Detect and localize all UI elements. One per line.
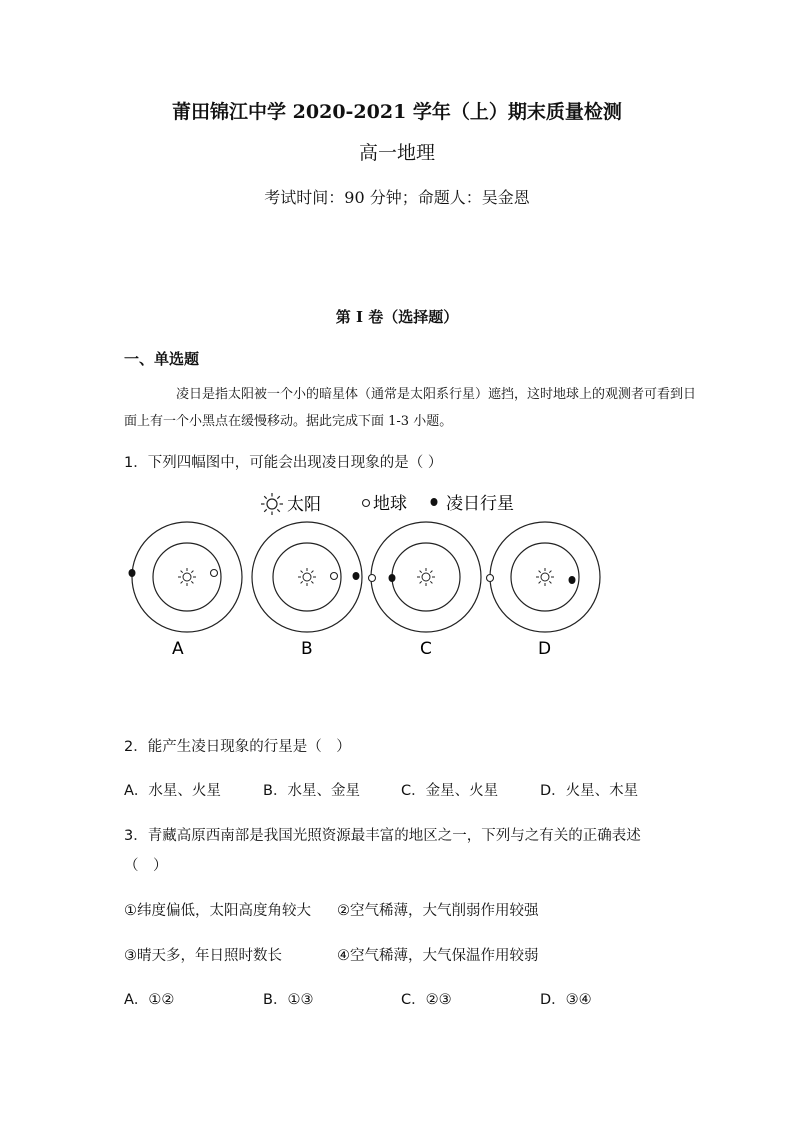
- question-2-option-b[interactable]: B．水星、金星: [263, 783, 360, 799]
- planet-icon: [389, 574, 396, 582]
- statement-1: ①纬度偏低，太阳高度角较大: [124, 903, 311, 919]
- question-3-stem: 3．青藏高原西南部是我国光照资源最丰富的地区之一，下列与之有关的正确表述: [124, 828, 641, 844]
- question-3-option-a[interactable]: A．①②: [124, 992, 175, 1008]
- sun-icon: [298, 568, 316, 586]
- sun-icon: [536, 568, 554, 586]
- planet-icon: [353, 572, 360, 580]
- exam-subject: 高一地理: [358, 142, 435, 164]
- earth-icon: [211, 570, 218, 577]
- legend-earth: [363, 494, 408, 514]
- sun-icon: [417, 568, 435, 586]
- panel-label-a: A: [172, 639, 184, 659]
- statement-3: ③晴天多，年日照时数长: [124, 948, 282, 964]
- earth-icon: [331, 573, 338, 580]
- question-3-bracket: （ ）: [124, 858, 168, 874]
- earth-icon: [487, 575, 494, 582]
- question-2-option-c[interactable]: C．金星、火星: [401, 783, 499, 799]
- earth-icon: [369, 575, 376, 582]
- panel-a: [129, 522, 243, 659]
- question-3-option-d[interactable]: D．③④: [540, 992, 592, 1008]
- statement-4: ④空气稀薄，大气保温作用较弱: [337, 948, 539, 964]
- question-1-stem: 1．下列四幅图中，可能会出现凌日现象的是（ ）: [124, 455, 443, 471]
- earth-icon: [363, 500, 370, 507]
- exam-meta: 考试时间：90 分钟；命题人：吴金恩: [264, 188, 530, 207]
- exam-title: 莆田锦江中学 2020-2021 学年（上）期末质量检测: [172, 101, 622, 123]
- question-2-stem: 2．能产生凌日现象的行星是（ ）: [124, 739, 351, 755]
- panel-label-d: D: [538, 639, 552, 659]
- panel-d: [487, 522, 601, 659]
- panel-label-b: B: [301, 639, 313, 659]
- question-2-option-d[interactable]: D．火星、木星: [540, 783, 639, 799]
- planet-icon: [431, 498, 438, 506]
- legend-sun-label: 太阳: [287, 495, 321, 515]
- legend-planet: [431, 494, 515, 514]
- section-heading: 一、单选题: [124, 350, 200, 368]
- panel-label-c: C: [420, 639, 432, 659]
- sun-icon: [261, 493, 283, 515]
- legend-sun: [261, 493, 321, 515]
- question-2-option-a[interactable]: A．水星、火星: [124, 783, 221, 799]
- planet-icon: [569, 576, 576, 584]
- intro-paragraph: 凌日是指太阳被一个小的暗星体（通常是太阳系行星）遮挡，这时地球上的观测者可看到日面上有一个小黑点在缓慢移动。据此完成下面 1-3 小题。: [124, 387, 697, 429]
- legend-earth-label: 地球: [373, 494, 407, 514]
- part-heading: 第 I 卷（选择题）: [335, 308, 459, 326]
- legend-planet-label: 凌日行星: [446, 494, 514, 514]
- statement-2: ②空气稀薄，大气削弱作用较强: [337, 903, 539, 919]
- transit-diagram: [124, 486, 604, 666]
- planet-icon: [129, 569, 136, 577]
- panel-b: [252, 522, 362, 659]
- sun-icon: [178, 568, 196, 586]
- panel-c: [369, 522, 482, 659]
- question-3-option-c[interactable]: C．②③: [401, 992, 452, 1008]
- question-3-option-b[interactable]: B．①③: [263, 992, 314, 1008]
